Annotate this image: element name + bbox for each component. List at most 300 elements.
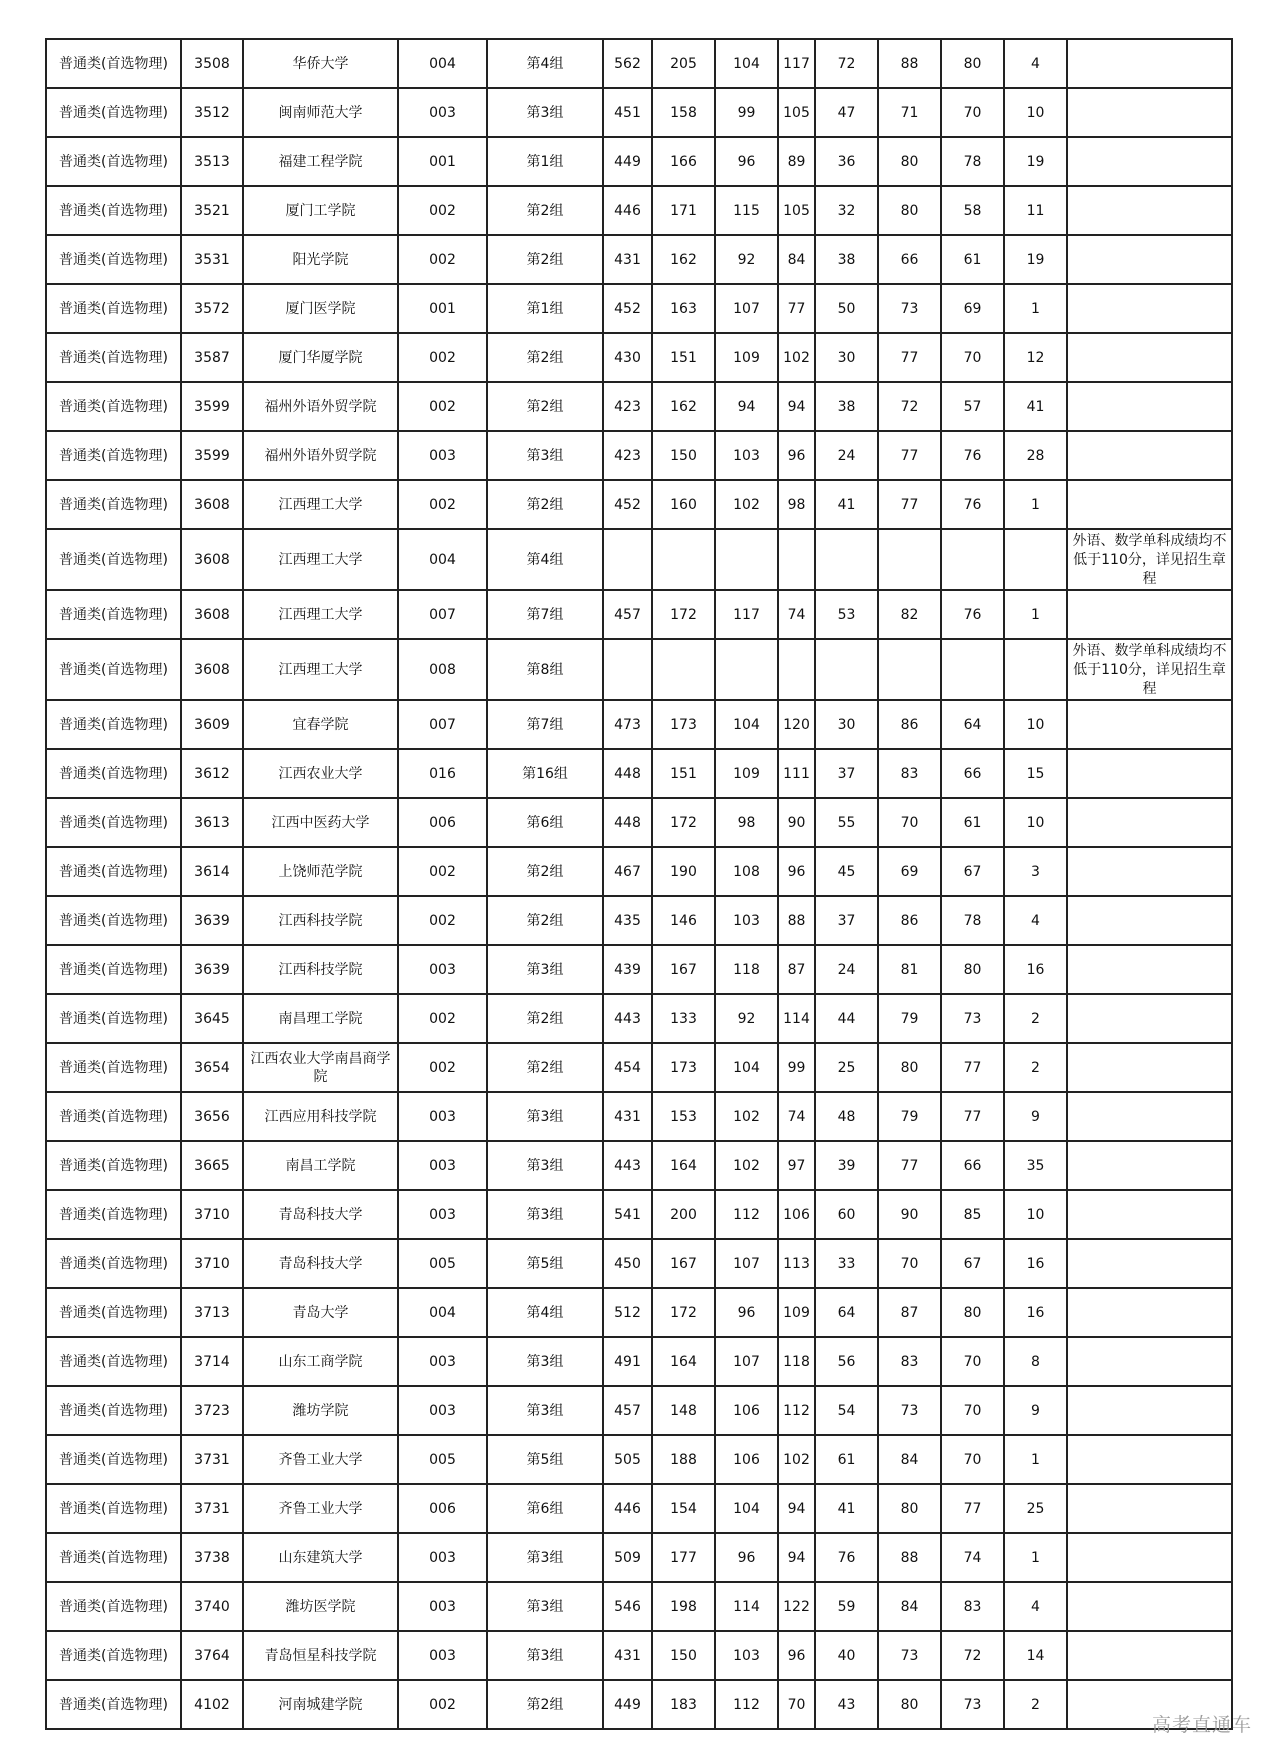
subject3-score-cell: 94: [778, 1484, 815, 1533]
group-code-cell: 005: [398, 1239, 487, 1288]
subject6-score-cell: 85: [941, 1190, 1004, 1239]
subject1-score-cell: 151: [652, 749, 715, 798]
subject6-score-cell: 69: [941, 284, 1004, 333]
note-cell: 外语、数学单科成绩均不低于110分，详见招生章程: [1067, 529, 1232, 590]
school-code-cell: 3599: [181, 431, 243, 480]
table-body: [46, 39, 1232, 1729]
note-cell: [1067, 333, 1232, 382]
subject2-score-cell: 109: [715, 749, 778, 798]
school-code-cell: 3654: [181, 1043, 243, 1092]
note-cell: [1067, 1631, 1232, 1680]
school-code-cell: 3508: [181, 39, 243, 88]
subject3-score-cell: 111: [778, 749, 815, 798]
category-cell: 普通类(首选物理): [46, 896, 181, 945]
category-cell: 普通类(首选物理): [46, 749, 181, 798]
table-row: [46, 284, 1232, 333]
subject3-score-cell: 94: [778, 382, 815, 431]
subject6-score-cell: 67: [941, 847, 1004, 896]
group-name-cell: 第2组: [487, 847, 603, 896]
subject4-score-cell: [815, 639, 878, 700]
table-row: [46, 137, 1232, 186]
category-cell: 普通类(首选物理): [46, 235, 181, 284]
subject3-score-cell: [778, 639, 815, 700]
table-row: [46, 590, 1232, 639]
category-cell: 普通类(首选物理): [46, 847, 181, 896]
school-code-cell: 3587: [181, 333, 243, 382]
school-name-cell: 齐鲁工业大学: [243, 1484, 398, 1533]
subject1-score-cell: 173: [652, 1043, 715, 1092]
rank-cell: 1: [1004, 590, 1067, 639]
rank-cell: 10: [1004, 798, 1067, 847]
subject1-score-cell: 148: [652, 1386, 715, 1435]
table-row: [46, 1239, 1232, 1288]
category-cell: 普通类(首选物理): [46, 700, 181, 749]
subject5-score-cell: 80: [878, 1680, 941, 1729]
category-cell: 普通类(首选物理): [46, 480, 181, 529]
rank-cell: 1: [1004, 284, 1067, 333]
school-name-cell: 江西理工大学: [243, 529, 398, 590]
group-code-cell: 002: [398, 382, 487, 431]
rank-cell: 10: [1004, 700, 1067, 749]
group-name-cell: 第4组: [487, 529, 603, 590]
total-score-cell: 505: [603, 1435, 652, 1484]
subject2-score-cell: 108: [715, 847, 778, 896]
note-cell: [1067, 749, 1232, 798]
table-row: [46, 1533, 1232, 1582]
subject2-score-cell: 96: [715, 1288, 778, 1337]
subject2-score-cell: 107: [715, 1239, 778, 1288]
subject5-score-cell: 82: [878, 590, 941, 639]
subject1-score-cell: 167: [652, 1239, 715, 1288]
total-score-cell: 473: [603, 700, 652, 749]
note-cell: [1067, 1190, 1232, 1239]
school-code-cell: 3740: [181, 1582, 243, 1631]
subject2-score-cell: 109: [715, 333, 778, 382]
subject5-score-cell: 84: [878, 1435, 941, 1484]
school-name-cell: 南昌理工学院: [243, 994, 398, 1043]
category-cell: 普通类(首选物理): [46, 1435, 181, 1484]
school-name-cell: 厦门华厦学院: [243, 333, 398, 382]
subject2-score-cell: 92: [715, 235, 778, 284]
subject4-score-cell: 37: [815, 749, 878, 798]
note-cell: [1067, 1386, 1232, 1435]
total-score-cell: 423: [603, 382, 652, 431]
subject5-score-cell: 83: [878, 1337, 941, 1386]
group-code-cell: 016: [398, 749, 487, 798]
subject4-score-cell: 24: [815, 945, 878, 994]
school-name-cell: 厦门工学院: [243, 186, 398, 235]
rank-cell: 4: [1004, 39, 1067, 88]
rank-cell: 4: [1004, 896, 1067, 945]
school-name-cell: 江西科技学院: [243, 945, 398, 994]
subject1-score-cell: 158: [652, 88, 715, 137]
subject6-score-cell: 77: [941, 1484, 1004, 1533]
group-name-cell: 第1组: [487, 137, 603, 186]
subject1-score-cell: 166: [652, 137, 715, 186]
subject4-score-cell: 50: [815, 284, 878, 333]
subject1-score-cell: 154: [652, 1484, 715, 1533]
subject2-score-cell: 99: [715, 88, 778, 137]
subject6-score-cell: 76: [941, 431, 1004, 480]
total-score-cell: 541: [603, 1190, 652, 1239]
group-code-cell: 007: [398, 700, 487, 749]
note-cell: [1067, 896, 1232, 945]
category-cell: 普通类(首选物理): [46, 431, 181, 480]
school-code-cell: 3612: [181, 749, 243, 798]
school-name-cell: 江西科技学院: [243, 896, 398, 945]
subject2-score-cell: 114: [715, 1582, 778, 1631]
subject5-score-cell: 88: [878, 39, 941, 88]
school-name-cell: 江西理工大学: [243, 480, 398, 529]
note-cell: [1067, 186, 1232, 235]
group-name-cell: 第3组: [487, 88, 603, 137]
note-cell: [1067, 235, 1232, 284]
subject4-score-cell: 36: [815, 137, 878, 186]
note-cell: [1067, 284, 1232, 333]
rank-cell: 2: [1004, 1043, 1067, 1092]
group-name-cell: 第3组: [487, 1533, 603, 1582]
group-code-cell: 003: [398, 1582, 487, 1631]
table-row: [46, 1043, 1232, 1092]
category-cell: 普通类(首选物理): [46, 1239, 181, 1288]
subject3-score-cell: 102: [778, 333, 815, 382]
category-cell: 普通类(首选物理): [46, 1631, 181, 1680]
rank-cell: [1004, 529, 1067, 590]
total-score-cell: 448: [603, 749, 652, 798]
school-code-cell: 3608: [181, 639, 243, 700]
subject4-score-cell: 61: [815, 1435, 878, 1484]
category-cell: 普通类(首选物理): [46, 1533, 181, 1582]
subject2-score-cell: [715, 529, 778, 590]
subject2-score-cell: 115: [715, 186, 778, 235]
note-cell: [1067, 137, 1232, 186]
school-code-cell: 3665: [181, 1141, 243, 1190]
subject1-score-cell: 172: [652, 590, 715, 639]
subject5-score-cell: 84: [878, 1582, 941, 1631]
subject3-score-cell: 112: [778, 1386, 815, 1435]
school-name-cell: 潍坊学院: [243, 1386, 398, 1435]
table-row: [46, 1582, 1232, 1631]
school-name-cell: 青岛科技大学: [243, 1190, 398, 1239]
table-row: [46, 1092, 1232, 1141]
total-score-cell: 431: [603, 1631, 652, 1680]
subject4-score-cell: 54: [815, 1386, 878, 1435]
group-name-cell: 第2组: [487, 480, 603, 529]
subject3-score-cell: 109: [778, 1288, 815, 1337]
group-name-cell: 第7组: [487, 700, 603, 749]
table-row: [46, 1288, 1232, 1337]
category-cell: 普通类(首选物理): [46, 1386, 181, 1435]
note-cell: [1067, 1435, 1232, 1484]
school-name-cell: 青岛大学: [243, 1288, 398, 1337]
rank-cell: 4: [1004, 1582, 1067, 1631]
subject2-score-cell: 112: [715, 1190, 778, 1239]
subject5-score-cell: 77: [878, 480, 941, 529]
school-code-cell: 3731: [181, 1435, 243, 1484]
rank-cell: 2: [1004, 994, 1067, 1043]
school-name-cell: 上饶师范学院: [243, 847, 398, 896]
subject5-score-cell: 73: [878, 284, 941, 333]
subject1-score-cell: 162: [652, 382, 715, 431]
rank-cell: 19: [1004, 235, 1067, 284]
note-cell: 外语、数学单科成绩均不低于110分，详见招生章程: [1067, 639, 1232, 700]
rank-cell: [1004, 639, 1067, 700]
subject6-score-cell: 80: [941, 945, 1004, 994]
subject1-score-cell: 160: [652, 480, 715, 529]
subject5-score-cell: 77: [878, 333, 941, 382]
subject3-score-cell: 120: [778, 700, 815, 749]
total-score-cell: 562: [603, 39, 652, 88]
table-row: [46, 1484, 1232, 1533]
school-name-cell: 青岛科技大学: [243, 1239, 398, 1288]
group-name-cell: 第6组: [487, 798, 603, 847]
table-row: [46, 700, 1232, 749]
note-cell: [1067, 1092, 1232, 1141]
subject3-score-cell: 98: [778, 480, 815, 529]
subject5-score-cell: 81: [878, 945, 941, 994]
subject4-score-cell: 53: [815, 590, 878, 639]
subject4-score-cell: 40: [815, 1631, 878, 1680]
total-score-cell: 449: [603, 137, 652, 186]
subject6-score-cell: 77: [941, 1092, 1004, 1141]
subject1-score-cell: 162: [652, 235, 715, 284]
table-row: [46, 749, 1232, 798]
rank-cell: 14: [1004, 1631, 1067, 1680]
school-name-cell: 江西农业大学: [243, 749, 398, 798]
table-row: [46, 1190, 1232, 1239]
subject1-score-cell: 164: [652, 1337, 715, 1386]
subject1-score-cell: 163: [652, 284, 715, 333]
category-cell: 普通类(首选物理): [46, 1141, 181, 1190]
subject5-score-cell: 72: [878, 382, 941, 431]
category-cell: 普通类(首选物理): [46, 1337, 181, 1386]
group-name-cell: 第8组: [487, 639, 603, 700]
rank-cell: 41: [1004, 382, 1067, 431]
subject6-score-cell: 76: [941, 480, 1004, 529]
category-cell: 普通类(首选物理): [46, 1582, 181, 1631]
school-name-cell: 江西理工大学: [243, 590, 398, 639]
subject4-score-cell: 30: [815, 700, 878, 749]
subject4-score-cell: 41: [815, 480, 878, 529]
rank-cell: 1: [1004, 480, 1067, 529]
category-cell: 普通类(首选物理): [46, 1092, 181, 1141]
rank-cell: 3: [1004, 847, 1067, 896]
school-code-cell: 4102: [181, 1680, 243, 1729]
subject1-score-cell: 133: [652, 994, 715, 1043]
group-code-cell: 002: [398, 235, 487, 284]
subject2-score-cell: 94: [715, 382, 778, 431]
school-name-cell: 山东建筑大学: [243, 1533, 398, 1582]
subject2-score-cell: 102: [715, 1141, 778, 1190]
school-code-cell: 3713: [181, 1288, 243, 1337]
total-score-cell: 431: [603, 235, 652, 284]
group-name-cell: 第3组: [487, 1190, 603, 1239]
table-row: [46, 1680, 1232, 1729]
subject2-score-cell: 106: [715, 1435, 778, 1484]
total-score-cell: 449: [603, 1680, 652, 1729]
subject4-score-cell: 55: [815, 798, 878, 847]
school-code-cell: 3645: [181, 994, 243, 1043]
subject3-score-cell: 113: [778, 1239, 815, 1288]
subject5-score-cell: [878, 529, 941, 590]
subject6-score-cell: [941, 529, 1004, 590]
school-code-cell: 3639: [181, 945, 243, 994]
group-code-cell: 003: [398, 1533, 487, 1582]
group-code-cell: 008: [398, 639, 487, 700]
school-name-cell: 江西应用科技学院: [243, 1092, 398, 1141]
subject5-score-cell: 83: [878, 749, 941, 798]
rank-cell: 28: [1004, 431, 1067, 480]
total-score-cell: 443: [603, 994, 652, 1043]
category-cell: 普通类(首选物理): [46, 994, 181, 1043]
subject2-score-cell: 98: [715, 798, 778, 847]
school-name-cell: 青岛恒星科技学院: [243, 1631, 398, 1680]
school-code-cell: 3608: [181, 590, 243, 639]
subject1-score-cell: 150: [652, 1631, 715, 1680]
note-cell: [1067, 480, 1232, 529]
subject5-score-cell: 70: [878, 1239, 941, 1288]
subject3-score-cell: 97: [778, 1141, 815, 1190]
subject2-score-cell: 96: [715, 1533, 778, 1582]
note-cell: [1067, 1337, 1232, 1386]
note-cell: [1067, 700, 1232, 749]
subject5-score-cell: 77: [878, 1141, 941, 1190]
subject5-score-cell: [878, 639, 941, 700]
subject6-score-cell: 70: [941, 333, 1004, 382]
table-row: [46, 39, 1232, 88]
note-cell: [1067, 1533, 1232, 1582]
group-name-cell: 第3组: [487, 1141, 603, 1190]
school-name-cell: 齐鲁工业大学: [243, 1435, 398, 1484]
note-cell: [1067, 1288, 1232, 1337]
school-name-cell: 江西理工大学: [243, 639, 398, 700]
school-name-cell: 江西中医药大学: [243, 798, 398, 847]
subject5-score-cell: 66: [878, 235, 941, 284]
subject1-score-cell: 183: [652, 1680, 715, 1729]
subject4-score-cell: 47: [815, 88, 878, 137]
school-code-cell: 3764: [181, 1631, 243, 1680]
table-row: [46, 1435, 1232, 1484]
subject4-score-cell: 72: [815, 39, 878, 88]
group-code-cell: 003: [398, 945, 487, 994]
total-score-cell: 431: [603, 1092, 652, 1141]
school-code-cell: 3714: [181, 1337, 243, 1386]
subject6-score-cell: 66: [941, 1141, 1004, 1190]
table-row: [46, 186, 1232, 235]
subject6-score-cell: 67: [941, 1239, 1004, 1288]
group-name-cell: 第2组: [487, 333, 603, 382]
subject2-score-cell: 104: [715, 39, 778, 88]
table-row: [46, 88, 1232, 137]
group-name-cell: 第2组: [487, 1680, 603, 1729]
school-code-cell: 3613: [181, 798, 243, 847]
group-code-cell: 003: [398, 1631, 487, 1680]
subject4-score-cell: 33: [815, 1239, 878, 1288]
subject1-score-cell: 167: [652, 945, 715, 994]
subject1-score-cell: 173: [652, 700, 715, 749]
school-code-cell: 3639: [181, 896, 243, 945]
subject2-score-cell: 106: [715, 1386, 778, 1435]
subject5-score-cell: 90: [878, 1190, 941, 1239]
group-code-cell: 004: [398, 39, 487, 88]
subject3-score-cell: 74: [778, 1092, 815, 1141]
total-score-cell: [603, 529, 652, 590]
subject4-score-cell: 25: [815, 1043, 878, 1092]
table-row: [46, 1141, 1232, 1190]
group-name-cell: 第2组: [487, 994, 603, 1043]
note-cell: [1067, 39, 1232, 88]
total-score-cell: 451: [603, 88, 652, 137]
subject5-score-cell: 79: [878, 1092, 941, 1141]
table-row: [46, 798, 1232, 847]
table-row: [46, 480, 1232, 529]
group-name-cell: 第4组: [487, 39, 603, 88]
subject4-score-cell: 60: [815, 1190, 878, 1239]
rank-cell: 1: [1004, 1435, 1067, 1484]
subject1-score-cell: 164: [652, 1141, 715, 1190]
total-score-cell: 457: [603, 590, 652, 639]
group-code-cell: 003: [398, 1092, 487, 1141]
group-code-cell: 005: [398, 1435, 487, 1484]
category-cell: 普通类(首选物理): [46, 1288, 181, 1337]
subject2-score-cell: 112: [715, 1680, 778, 1729]
table-row: [46, 994, 1232, 1043]
category-cell: 普通类(首选物理): [46, 1680, 181, 1729]
category-cell: 普通类(首选物理): [46, 39, 181, 88]
total-score-cell: 450: [603, 1239, 652, 1288]
group-name-cell: 第4组: [487, 1288, 603, 1337]
group-code-cell: 002: [398, 186, 487, 235]
rank-cell: 25: [1004, 1484, 1067, 1533]
group-code-cell: 007: [398, 590, 487, 639]
total-score-cell: 443: [603, 1141, 652, 1190]
subject2-score-cell: 92: [715, 994, 778, 1043]
subject6-score-cell: 76: [941, 590, 1004, 639]
subject6-score-cell: 72: [941, 1631, 1004, 1680]
subject1-score-cell: 172: [652, 798, 715, 847]
subject6-score-cell: 70: [941, 88, 1004, 137]
subject1-score-cell: 188: [652, 1435, 715, 1484]
subject3-score-cell: 90: [778, 798, 815, 847]
total-score-cell: 454: [603, 1043, 652, 1092]
subject6-score-cell: 66: [941, 749, 1004, 798]
school-code-cell: 3572: [181, 284, 243, 333]
group-code-cell: 006: [398, 1484, 487, 1533]
group-code-cell: 004: [398, 529, 487, 590]
group-name-cell: 第3组: [487, 945, 603, 994]
subject1-score-cell: 190: [652, 847, 715, 896]
group-name-cell: 第5组: [487, 1435, 603, 1484]
subject4-score-cell: 39: [815, 1141, 878, 1190]
group-name-cell: 第2组: [487, 382, 603, 431]
subject2-score-cell: 107: [715, 284, 778, 333]
total-score-cell: 439: [603, 945, 652, 994]
group-code-cell: 002: [398, 896, 487, 945]
total-score-cell: 423: [603, 431, 652, 480]
school-name-cell: 厦门医学院: [243, 284, 398, 333]
subject2-score-cell: 104: [715, 1043, 778, 1092]
rank-cell: 2: [1004, 1680, 1067, 1729]
group-code-cell: 003: [398, 1337, 487, 1386]
group-code-cell: 004: [398, 1288, 487, 1337]
school-name-cell: 宜春学院: [243, 700, 398, 749]
subject5-score-cell: 80: [878, 1043, 941, 1092]
school-code-cell: 3710: [181, 1239, 243, 1288]
subject4-score-cell: 44: [815, 994, 878, 1043]
school-code-cell: 3599: [181, 382, 243, 431]
school-code-cell: 3723: [181, 1386, 243, 1435]
subject5-score-cell: 79: [878, 994, 941, 1043]
